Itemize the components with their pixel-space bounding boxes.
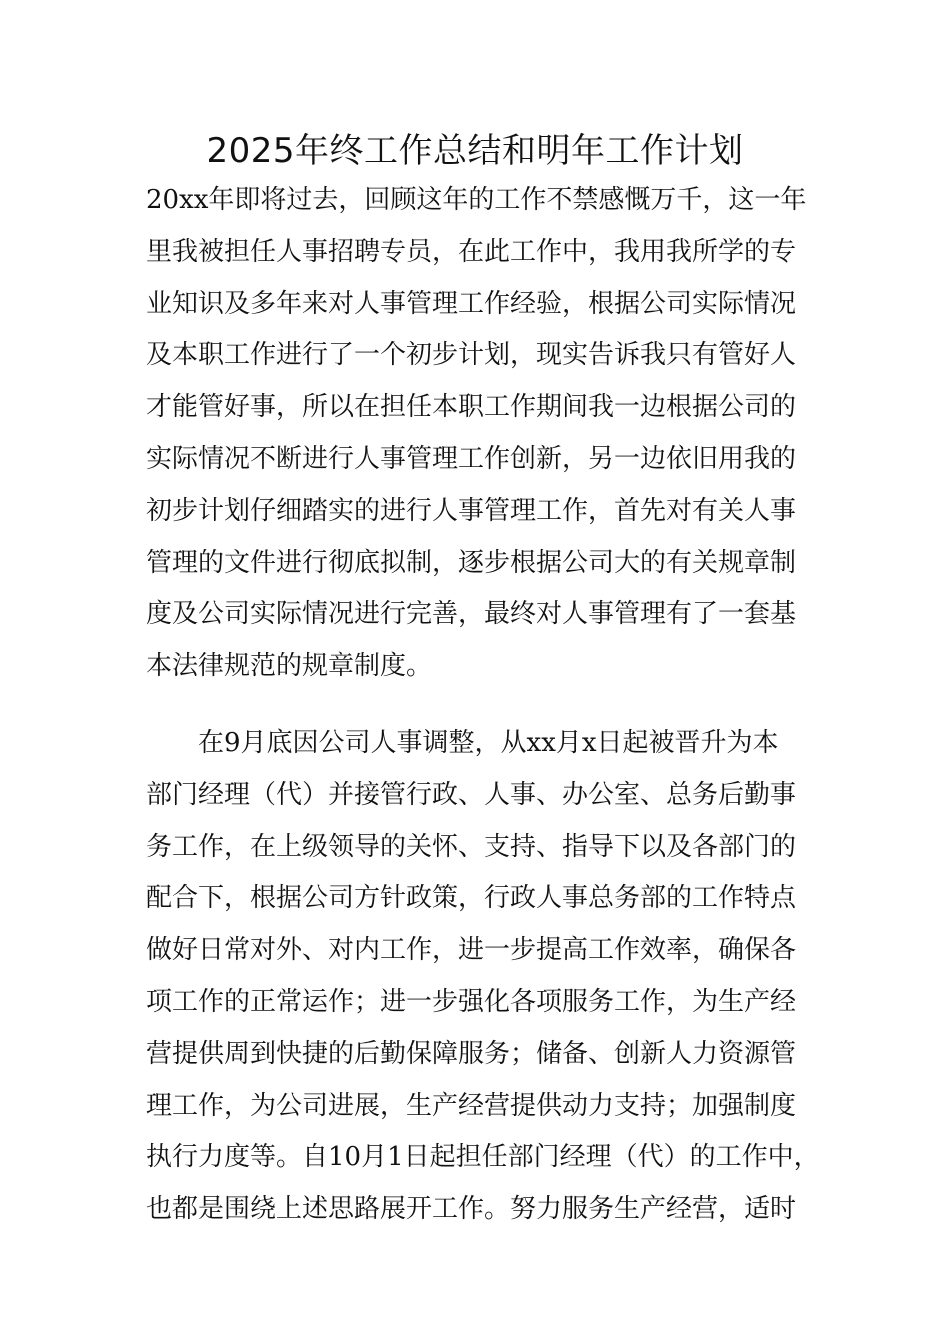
paragraph-line: 务工作，在上级领导的关怀、支持、指导下以及各部门的 bbox=[146, 831, 797, 862]
paragraph-line: 项工作的正常运作；进一步强化各项服务工作，为生产经 bbox=[146, 986, 797, 1017]
document-title: 2025年终工作总结和明年工作计划 bbox=[206, 131, 744, 171]
paragraph-line: 本法律规范的规章制度。 bbox=[146, 651, 433, 682]
paragraph-line: 及本职工作进行了一个初步计划，现实告诉我只有管好人 bbox=[146, 340, 797, 371]
paragraph-1 bbox=[146, 175, 836, 693]
paragraph-line: 做好日常对外、对内工作，进一步提高工作效率，确保各 bbox=[146, 935, 797, 966]
paragraph-line: 初步计划仔细踏实的进行人事管理工作，首先对有关人事 bbox=[146, 495, 797, 526]
paragraph-2 bbox=[146, 718, 836, 1236]
paragraph-line: 管理的文件进行彻底拟制，逐步根据公司大的有关规章制 bbox=[146, 547, 797, 578]
paragraph-line: 实际情况不断进行人事管理工作创新，另一边依旧用我的 bbox=[146, 443, 797, 474]
paragraph-line: 20xx年即将过去，回顾这年的工作不禁感慨万千，这一年 bbox=[146, 185, 807, 215]
paragraph-line: 配合下，根据公司方针政策，行政人事总务部的工作特点 bbox=[146, 883, 797, 914]
paragraph-line: 业知识及多年来对人事管理工作经验，根据公司实际情况 bbox=[146, 288, 797, 319]
paragraph-line: 执行力度等。自10月1日起担任部门经理（代）的工作中， bbox=[146, 1142, 820, 1173]
paragraph-line: 在9月底因公司人事调整，从xx月x日起被晋升为本 bbox=[198, 728, 779, 758]
paragraph-line: 部门经理（代）并接管行政、人事、办公室、总务后勤事 bbox=[146, 779, 797, 810]
paragraph-line: 理工作，为公司进展，生产经营提供动力支持；加强制度 bbox=[146, 1090, 797, 1121]
paragraph-line: 度及公司实际情况进行完善，最终对人事管理有了一套基 bbox=[146, 599, 797, 630]
paragraph-line: 里我被担任人事招聘专员，在此工作中，我用我所学的专 bbox=[146, 236, 797, 267]
paragraph-line: 也都是围绕上述思路展开工作。努力服务生产经营，适时 bbox=[146, 1194, 797, 1225]
paragraph-line: 才能管好事，所以在担任本职工作期间我一边根据公司的 bbox=[146, 392, 797, 423]
paragraph-line: 营提供周到快捷的后勤保障服务；储备、创新人力资源管 bbox=[146, 1038, 797, 1069]
